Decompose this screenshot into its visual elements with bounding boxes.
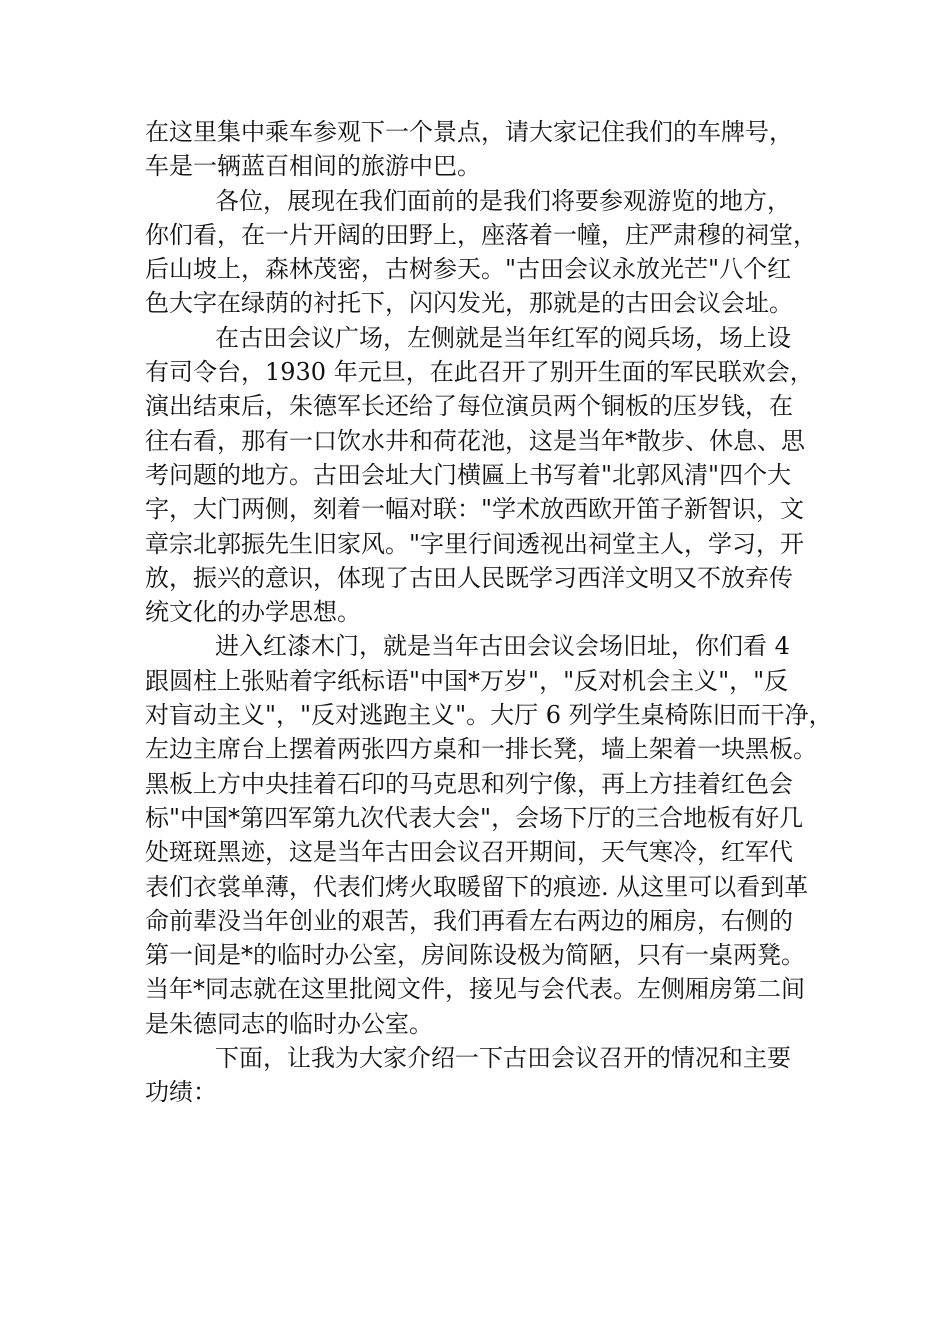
text-line: 在这里集中乘车参观下一个景点，请大家记住我们的车牌号， (145, 118, 793, 146)
text-line: 命前辈没当年创业的艰苦，我们再看左右两边的厢房，右侧的 (145, 906, 793, 935)
text-line: 你们看，在一片开阔的田野上，座落着一幢，庄严肃穆的祠堂， (145, 220, 817, 249)
text-line: 进入红漆木门，就是当年古田会议会场旧址，你们看 4 (215, 632, 790, 661)
text-line: 演出结束后，朱德军长还给了每位演员两个铜板的压岁钱，在 (145, 392, 793, 421)
text-line: 考问题的地方。古田会址大门横匾上书写着"北郭风清"四个大 (145, 460, 792, 489)
text-line: 统文化的办学思想。 (145, 598, 361, 627)
text-line: 功绩： (145, 1078, 217, 1107)
text-line: 车是一辆蓝百相间的旅游中巴。 (145, 152, 481, 181)
text-line: 处斑斑黑迹，这是当年古田会议召开期间，天气寒冷，红军代 (145, 838, 793, 867)
text-line: 对盲动主义"，"反对逃跑主义"。大厅 6 列学生桌椅陈旧而干净， (145, 701, 833, 730)
text-line: 各位，展现在我们面前的是我们将要参观游览的地方， (215, 186, 791, 215)
text-line: 左边主席台上摆着两张四方桌和一排长凳，墙上架着一块黑板。 (145, 735, 817, 764)
text-line: 在古田会议广场，左侧就是当年红军的阅兵场，场上设 (215, 323, 791, 352)
text-line: 第一间是*的临时办公室，房间陈设极为简陋，只有一桌两凳。 (145, 941, 805, 970)
text-line: 往右看，那有一口饮水井和荷花池，这是当年*散步、休息、思 (145, 426, 805, 455)
text-line: 当年*同志就在这里批阅文件，接见与会代表。左侧厢房第二间 (145, 975, 805, 1004)
text-line: 是朱德同志的临时办公室。 (145, 1009, 433, 1038)
text-line: 后山坡上，森林茂密，古树参天。"古田会议永放光芒"八个红 (145, 255, 792, 284)
text-line: 跟圆柱上张贴着字纸标语"中国*万岁"，"反对机会主义"，"反 (145, 666, 789, 695)
text-line: 色大字在绿荫的衬托下，闪闪发光，那就是的古田会议会址。 (145, 289, 793, 318)
text-line: 表们衣裳单薄，代表们烤火取暖留下的痕迹. 从这里可以看到革 (145, 872, 809, 901)
text-line: 字，大门两侧，刻着一幅对联："学术放西欧开笛子新智识，文 (145, 495, 805, 524)
text-line: 标"中国*第四军第九次代表大会"，会场下厅的三合地板有好几 (145, 803, 804, 832)
body-text (145, 115, 833, 1110)
text-line: 章宗北郭振先生旧家风。"字里行间透视出祠堂主人，学习，开 (145, 529, 805, 558)
text-line: 下面，让我为大家介绍一下古田会议召开的情况和主要 (215, 1044, 791, 1073)
text-line: 有司令台，1930 年元旦，在此召开了别开生面的军民联欢会， (145, 358, 814, 387)
text-line: 放，振兴的意识，体现了古田人民既学习西洋文明又不放弃传 (145, 563, 793, 592)
text-line: 黑板上方中央挂着石印的马克思和列宁像，再上方挂着红色会 (145, 769, 793, 798)
